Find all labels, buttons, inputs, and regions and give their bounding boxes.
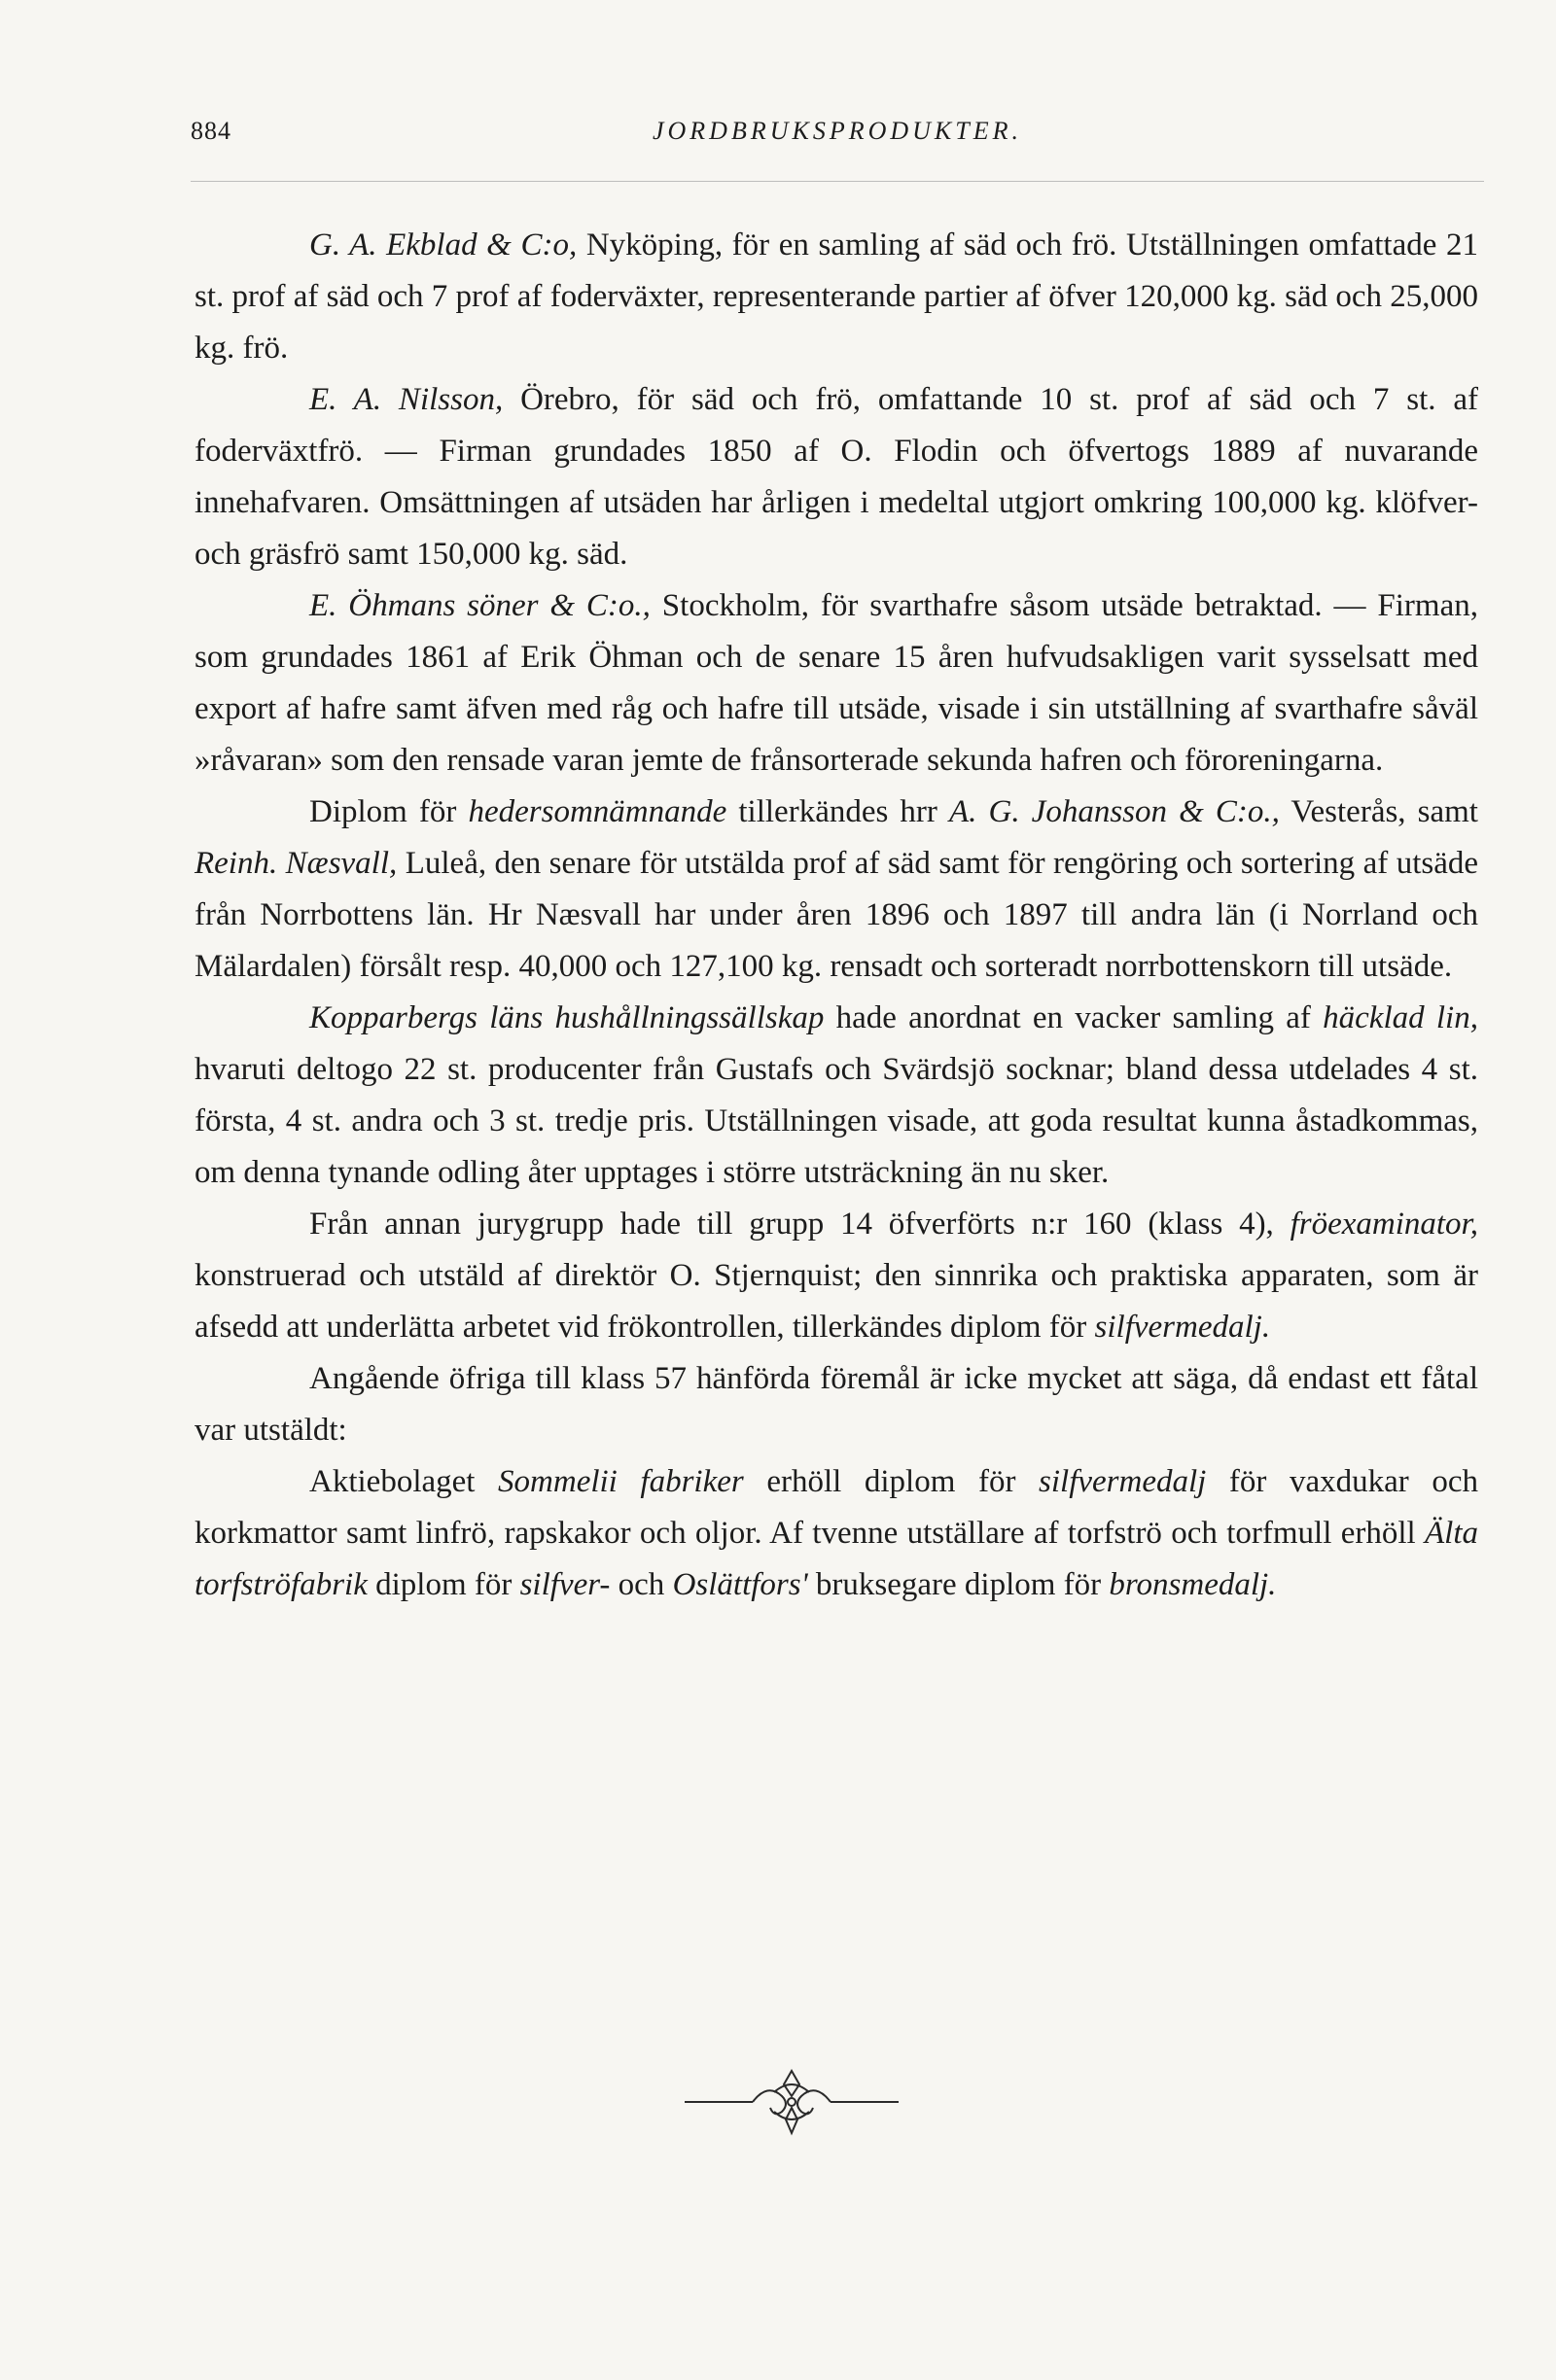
italic-text: A. G. Johansson & C:o.,	[949, 794, 1280, 829]
text-run: diplom för	[367, 1567, 520, 1602]
paragraph	[194, 787, 1478, 993]
paragraph	[194, 1456, 1478, 1611]
paragraph	[194, 374, 1478, 580]
text-run: Luleå, den senare för utstälda prof af säd samt för rengöring och sortering af utsäde från Norrbottens län. Hr Næsvall har under åren 1896 och 1897 till andra län (i Norrland och Mälardalen) försålt resp. 40,000 och 127,100 kg. rensadt och sorteradt norrbottenskorn till utsäde.	[194, 846, 1478, 984]
italic-text: Kopparbergs läns hushållningssällskap	[309, 1000, 825, 1035]
italic-text: Oslättfors'	[672, 1567, 808, 1602]
italic-text: fröexaminator,	[1290, 1207, 1478, 1242]
italic-text: G. A. Ekblad & C:o,	[309, 228, 578, 262]
ornament-divider-icon	[685, 2063, 899, 2141]
text-run: erhöll diplom för	[743, 1464, 1040, 1499]
page-header	[191, 117, 1484, 156]
text-run: och	[610, 1567, 673, 1602]
italic-text: bronsmedalj.	[1109, 1567, 1277, 1602]
text-run: Nyköping, för en samling af säd och frö. Utställningen omfattade 21 st. prof af säd och 7 prof af foderväxter, representerande partier af öfver 120,000 kg. säd och 25,000 kg. frö.	[194, 228, 1478, 366]
italic-text: E. Öhmans söner & C:o.,	[309, 588, 651, 623]
running-title: JORDBRUKSPRODUKTER.	[652, 117, 1022, 145]
paragraph	[194, 580, 1478, 787]
paragraph	[194, 1199, 1478, 1353]
text-run: Diplom för	[309, 794, 469, 829]
header-rule	[191, 181, 1484, 182]
italic-text: silfver-	[519, 1567, 611, 1602]
text-run: Stockholm, för svarthafre såsom utsäde betraktad. — Firman, som grundades 1861 af Erik Öhman och de senare 15 åren hufvudsakligen varit sysselsatt med export af hafre samt äfven med råg och hafre till utsäde, visade i sin utställning af svarthafre såväl »råvaran» som den rensade varan jemte de frånsorterade sekunda hafren och föroreningarna.	[194, 588, 1478, 778]
page-number: 884	[191, 117, 231, 145]
body-text	[194, 220, 1478, 1611]
text-run: hvaruti deltogo 22 st. producenter från Gustafs och Svärdsjö socknar; bland dessa utdelades 4 st. första, 4 st. andra och 3 st. tredje pris. Utställningen visade, att goda resultat kunna åstadkommas, om denna tynande odling åter upptages i större utsträckning än nu sker.	[194, 1052, 1478, 1190]
text-run: Örebro, för säd och frö, omfattande 10 st. prof af säd och 7 st. af foderväxtfrö. — Firman grundades 1850 af O. Flodin och öfvertogs 1889 af nuvarande innehafvaren. Omsättningen af utsäden har årligen i medeltal utgjort omkring 100,000 kg. klöfver- och gräsfrö samt 150,000 kg. säd.	[194, 382, 1478, 572]
italic-text: E. A. Nilsson,	[309, 382, 504, 417]
text-run: konstruerad och utstäld af direktör O. Stjernquist; den sinnrika och praktiska apparaten, som är afsedd att underlätta arbetet vid frökontrollen, tillerkändes diplom för	[194, 1258, 1478, 1345]
paragraph	[194, 993, 1478, 1199]
text-run: hade anordnat en vacker samling af	[824, 1000, 1324, 1035]
italic-text: hedersomnämnande	[468, 794, 727, 829]
paragraph	[194, 1353, 1478, 1456]
italic-text: Älta torfströfabrik	[194, 1516, 1478, 1602]
italic-text: silfvermedalj.	[1094, 1310, 1271, 1345]
text-run: Från annan jurygrupp hade till grupp 14 öfverförts n:r 160 (klass 4),	[309, 1207, 1291, 1242]
text-run: bruksegare diplom för	[807, 1567, 1110, 1602]
text-run: Vesterås, samt	[1279, 794, 1478, 829]
italic-text: Sommelii fabriker	[498, 1464, 744, 1499]
italic-text: silfvermedalj	[1039, 1464, 1207, 1499]
paragraph	[194, 220, 1478, 374]
text-run: för vaxdukar och korkmattor samt linfrö, rapskakor och oljor. Af tvenne utställare af torfströ och torfmull erhöll	[194, 1464, 1478, 1551]
text-run: tillerkändes hrr	[726, 794, 949, 829]
text-run: Aktiebolaget	[309, 1464, 499, 1499]
italic-text: Reinh. Næsvall,	[194, 846, 398, 881]
italic-text: häcklad lin,	[1323, 1000, 1478, 1035]
text-run: Angående öfriga till klass 57 hänförda föremål är icke mycket att säga, då endast ett fåtal var utstäldt:	[194, 1361, 1478, 1448]
